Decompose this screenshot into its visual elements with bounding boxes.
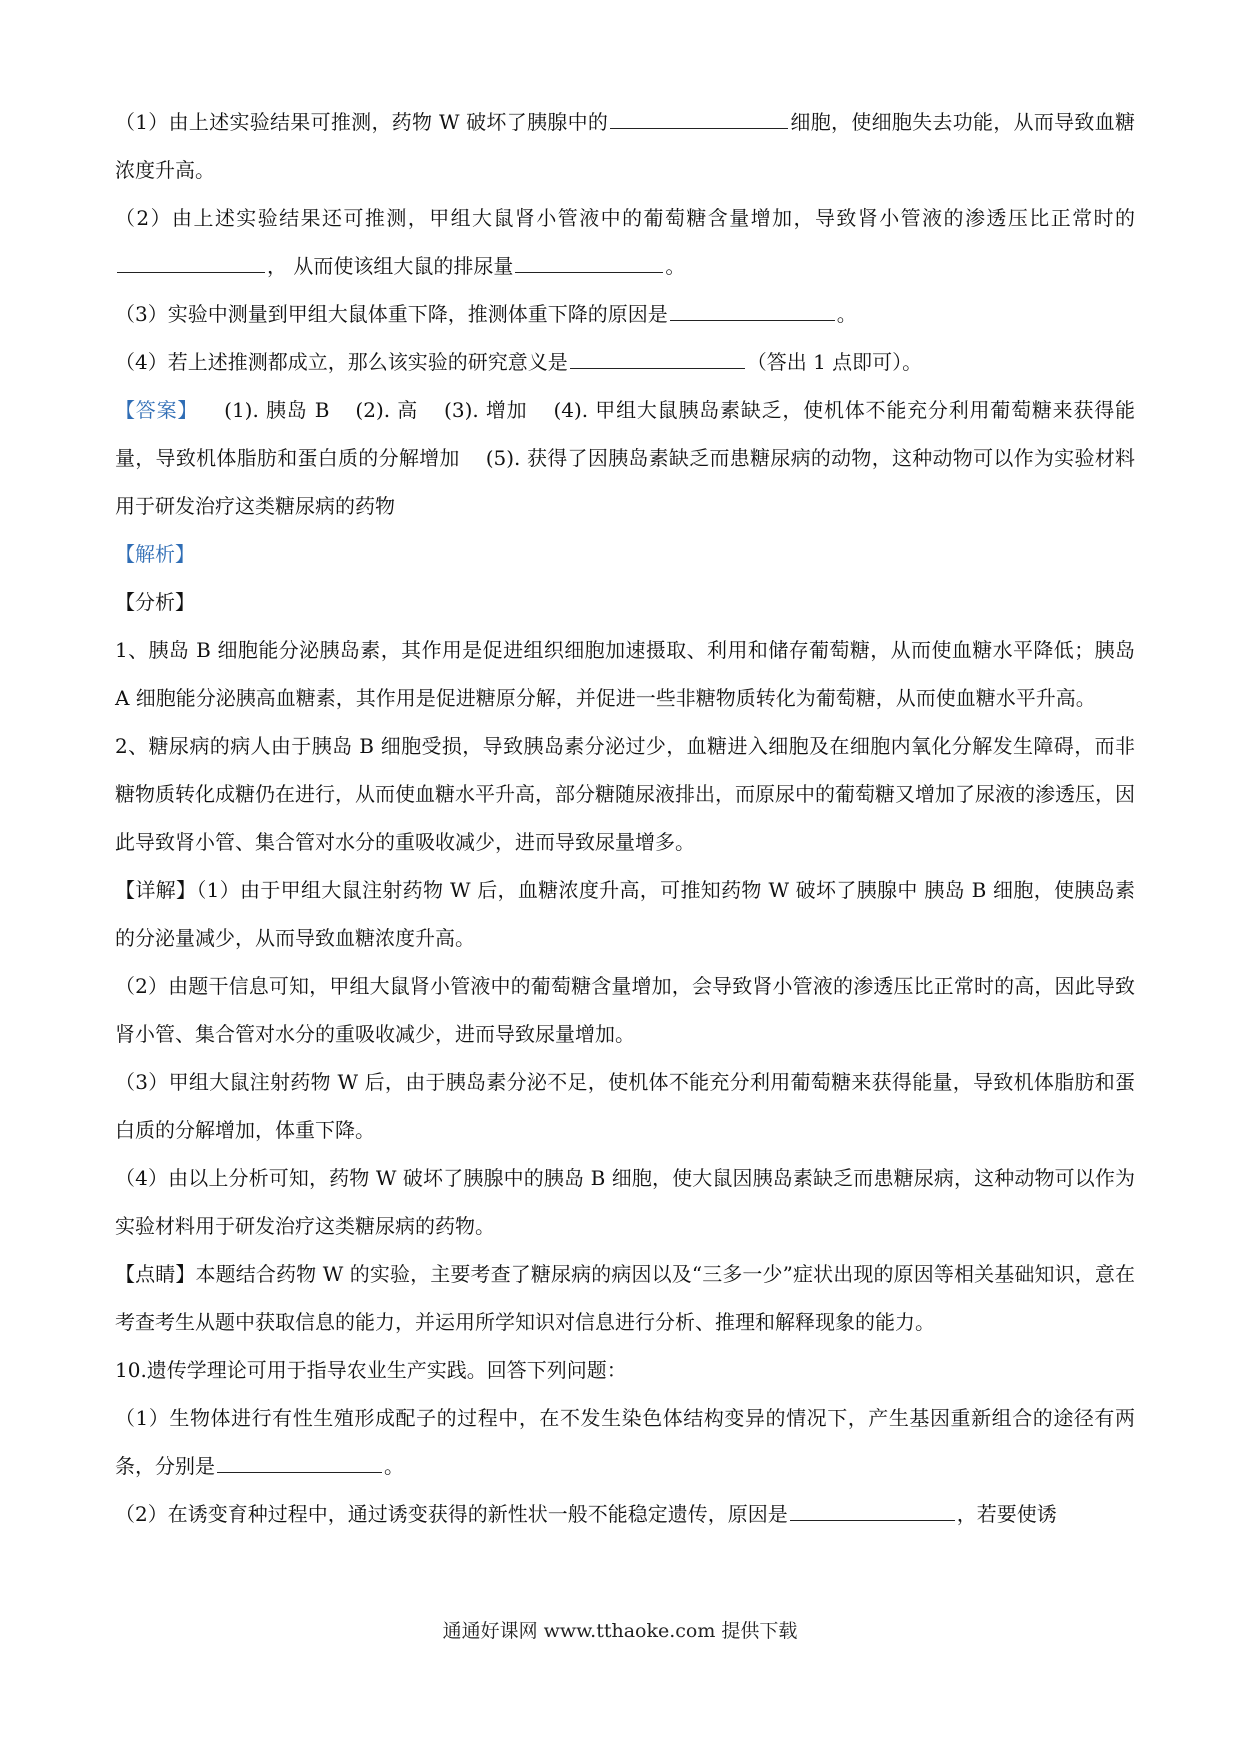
detail-4: （4）由以上分析可知，药物 W 破坏了胰腺中的胰岛 B 细胞，使大鼠因胰岛素缺乏而患糖尿病，这种动物可以作为实验材料用于研发治疗这类糖尿病的药物。 (115, 1166, 1135, 1238)
answer-blank (217, 1450, 382, 1473)
content (115, 98, 1135, 1538)
q10-stem: 10.遗传学理论可用于指导农业生产实践。回答下列问题： (115, 1358, 627, 1382)
q10-sub1: （1）生物体进行有性生殖形成配子的过程中，在不发生染色体结构变异的情况下，产生基因重新组合的途径有两条，分别是 。 (115, 1406, 1135, 1478)
page-footer: 通通好课网 www.tthaoke.com 提供下载 (442, 1620, 798, 1642)
answer-blank (515, 250, 663, 273)
analysis-label: 【解析】 (115, 542, 195, 566)
q9-sub3: （3）实验中测量到甲组大鼠体重下降，推测体重下降的原因是 。 (115, 290, 1135, 338)
q10-sub2: （2）在诱变育种过程中，通过诱变获得的新性状一般不能稳定遗传，原因是 ，若要使诱 (115, 1490, 1135, 1538)
analysis-p1: 1、胰岛 B 细胞能分泌胰岛素，其作用是促进组织细胞加速摄取、利用和储存葡萄糖，从而使血糖水平降低；胰岛 A 细胞能分泌胰高血糖素，其作用是促进糖原分解，并促进一些非糖物质转化为葡萄糖，从而使血糖水平升高。 (115, 638, 1135, 710)
answer-blank (790, 1498, 955, 1521)
answer-blank (670, 298, 835, 321)
answer-item-4: (4). 甲组大鼠胰岛素缺乏，使机体不能充分利用葡萄糖来获得能量，导致机体脂肪和蛋白质的分解增加 (115, 398, 1136, 470)
answer-item-3: (3). 增加 (444, 398, 528, 422)
detail-1: 【详解】（1）由于甲组大鼠注射药物 W 后，血糖浓度升高，可推知药物 W 破坏了胰腺中 胰岛 B 细胞，使胰岛素的分泌量减少，从而导致血糖浓度升高。 (115, 878, 1135, 950)
answer-block (115, 386, 1135, 530)
q9-sub2: （2）由上述实验结果还可推测，甲组大鼠肾小管液中的葡萄糖含量增加，导致肾小管液的渗透压比正常时的， 从而使该组大鼠的排尿量 。 (115, 206, 1135, 278)
answer-blank (610, 106, 788, 129)
detail-label: 【详解】 (115, 878, 197, 902)
answer-item-5: (5). 获得了因胰岛素缺乏而患糖尿病的动物，这种动物可以作为实验材料用于研发治疗这类糖尿病的药物 (115, 446, 1136, 518)
answer-label: 【答案】 (115, 398, 199, 422)
comment-label: 【点睛】 (115, 1262, 196, 1286)
fenxi-label: 【分析】 (115, 590, 195, 614)
answer-blank (117, 250, 265, 273)
answer-item-1: (1). 胰岛 B (224, 398, 330, 422)
detail-3: （3）甲组大鼠注射药物 W 后，由于胰岛素分泌不足，使机体不能充分利用葡萄糖来获得能量，导致机体脂肪和蛋白质的分解增加，体重下降。 (115, 1070, 1135, 1142)
comment: 【点睛】本题结合药物 W 的实验，主要考查了糖尿病的病因以及“三多一少”症状出现的原因等相关基础知识，意在考查考生从题中获取信息的能力，并运用所学知识对信息进行分析、推理和解释现象的能力。 (115, 1262, 1135, 1334)
detail-2: （2）由题干信息可知，甲组大鼠肾小管液中的葡萄糖含量增加，会导致肾小管液的渗透压比正常时的高，因此导致肾小管、集合管对水分的重吸收减少，进而导致尿量增加。 (115, 974, 1135, 1046)
q9-sub4: （4）若上述推测都成立，那么该实验的研究意义是 （答出 1 点即可）。 (115, 338, 1135, 386)
q9-sub1: （1）由上述实验结果可推测，药物 W 破坏了胰腺中的 细胞，使细胞失去功能，从而导致血糖浓度升高。 (115, 98, 1135, 194)
answer-blank (570, 346, 745, 369)
analysis-p2: 2、糖尿病的病人由于胰岛 B 细胞受损，导致胰岛素分泌过少，血糖进入细胞及在细胞内氧化分解发生障碍，而非糖物质转化成糖仍在进行，从而使血糖水平升高，部分糖随尿液排出，而原尿中的葡萄糖又增加了尿液的渗透压，因此导致肾小管、集合管对水分的重吸收减少，进而导致尿量增多。 (115, 734, 1135, 854)
answer-item-2: (2). 高 (355, 398, 419, 422)
